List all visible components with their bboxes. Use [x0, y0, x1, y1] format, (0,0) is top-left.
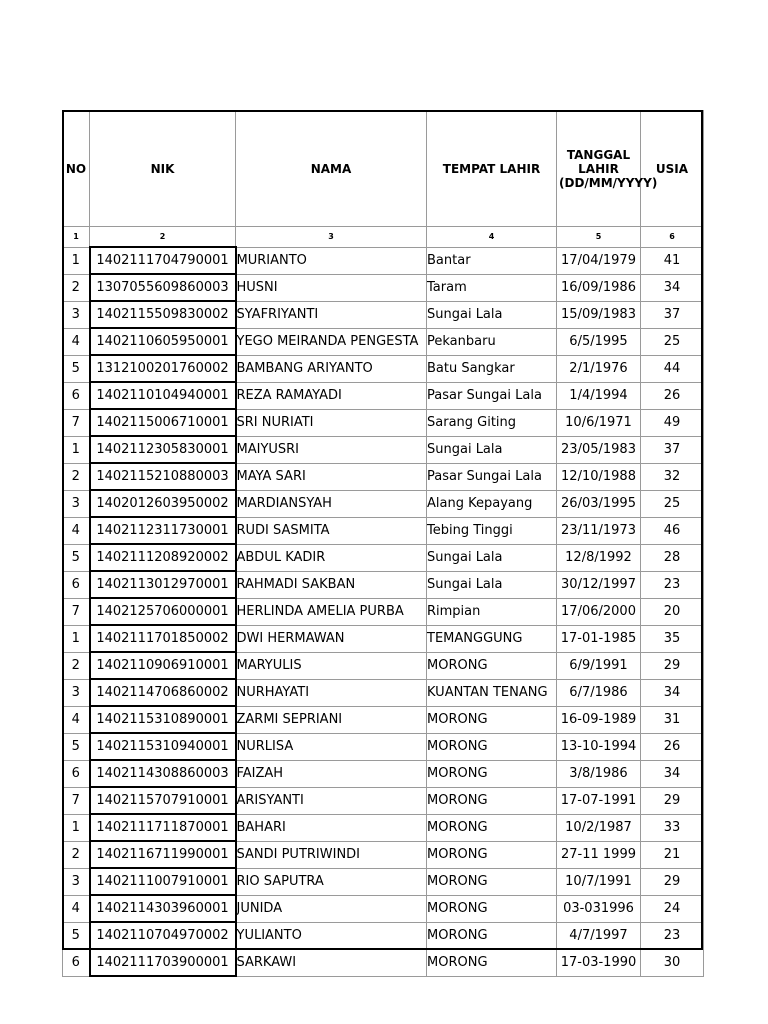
cell-tempat-lahir: Pasar Sungai Lala	[427, 382, 557, 409]
cell-tempat-lahir: Alang Kepayang	[427, 490, 557, 517]
cell-tanggal-lahir: 10/7/1991	[557, 868, 641, 895]
cell-no: 6	[63, 571, 90, 598]
cell-tanggal-lahir: 23/11/1973	[557, 517, 641, 544]
cell-usia: 26	[641, 382, 704, 409]
table-row	[63, 841, 704, 868]
cell-nik: 1402110906910001	[90, 652, 236, 679]
cell-nik: 1402111208920002	[90, 544, 236, 571]
cell-tanggal-lahir: 4/7/1997	[557, 922, 641, 949]
cell-nama: JUNIDA	[236, 895, 427, 922]
column-number: 4	[427, 227, 557, 248]
cell-no: 1	[63, 814, 90, 841]
cell-tanggal-lahir: 23/05/1983	[557, 436, 641, 463]
cell-no: 4	[63, 328, 90, 355]
cell-nik: 1312100201760002	[90, 355, 236, 382]
data-table	[62, 110, 704, 977]
table-row	[63, 949, 704, 976]
cell-tanggal-lahir: 12/10/1988	[557, 463, 641, 490]
cell-usia: 25	[641, 490, 704, 517]
cell-usia: 29	[641, 868, 704, 895]
cell-nik: 1307055609860003	[90, 274, 236, 301]
cell-tanggal-lahir: 17-07-1991	[557, 787, 641, 814]
cell-tanggal-lahir: 6/5/1995	[557, 328, 641, 355]
cell-nama: MARYULIS	[236, 652, 427, 679]
cell-tempat-lahir: KUANTAN TENANG	[427, 679, 557, 706]
cell-nama: MAIYUSRI	[236, 436, 427, 463]
cell-nik: 1402115006710001	[90, 409, 236, 436]
cell-nama: SANDI PUTRIWINDI	[236, 841, 427, 868]
cell-tanggal-lahir: 13-10-1994	[557, 733, 641, 760]
cell-usia: 34	[641, 760, 704, 787]
column-number: 6	[641, 227, 704, 248]
cell-usia: 28	[641, 544, 704, 571]
cell-nik: 1402116711990001	[90, 841, 236, 868]
cell-tempat-lahir: MORONG	[427, 895, 557, 922]
cell-usia: 32	[641, 463, 704, 490]
cell-nama: RAHMADI SAKBAN	[236, 571, 427, 598]
cell-nama: MURIANTO	[236, 247, 427, 274]
cell-nama: ARISYANTI	[236, 787, 427, 814]
table-row	[63, 301, 704, 328]
table-row	[63, 895, 704, 922]
header-tanggal-lahir: TANGGAL LAHIR (DD/MM/YYYY)	[557, 111, 641, 227]
cell-tanggal-lahir: 6/7/1986	[557, 679, 641, 706]
cell-tanggal-lahir: 17/06/2000	[557, 598, 641, 625]
header-tempat-lahir: TEMPAT LAHIR	[427, 111, 557, 227]
cell-tanggal-lahir: 30/12/1997	[557, 571, 641, 598]
cell-tempat-lahir: MORONG	[427, 787, 557, 814]
cell-nik: 1402111007910001	[90, 868, 236, 895]
cell-nama: HERLINDA AMELIA PURBA	[236, 598, 427, 625]
cell-nama: SYAFRIYANTI	[236, 301, 427, 328]
cell-tempat-lahir: Tebing Tinggi	[427, 517, 557, 544]
cell-usia: 26	[641, 733, 704, 760]
cell-tempat-lahir: MORONG	[427, 814, 557, 841]
cell-tanggal-lahir: 03-031996	[557, 895, 641, 922]
table-row	[63, 922, 704, 949]
cell-nik: 1402114303960001	[90, 895, 236, 922]
cell-usia: 30	[641, 949, 704, 976]
cell-nik: 1402115707910001	[90, 787, 236, 814]
cell-nik: 1402111701850002	[90, 625, 236, 652]
cell-nik: 1402115210880003	[90, 463, 236, 490]
cell-usia: 25	[641, 328, 704, 355]
table-row	[63, 706, 704, 733]
cell-tempat-lahir: Sungai Lala	[427, 436, 557, 463]
cell-nama: NURLISA	[236, 733, 427, 760]
cell-no: 2	[63, 274, 90, 301]
cell-usia: 24	[641, 895, 704, 922]
cell-nama: MAYA SARI	[236, 463, 427, 490]
cell-nama: RUDI SASMITA	[236, 517, 427, 544]
cell-tempat-lahir: MORONG	[427, 841, 557, 868]
column-number: 2	[90, 227, 236, 248]
table-row	[63, 274, 704, 301]
cell-usia: 37	[641, 301, 704, 328]
table-row	[63, 463, 704, 490]
cell-tanggal-lahir: 26/03/1995	[557, 490, 641, 517]
cell-nik: 1402112311730001	[90, 517, 236, 544]
cell-nik: 1402110704970002	[90, 922, 236, 949]
table-row	[63, 760, 704, 787]
cell-nama: ABDUL KADIR	[236, 544, 427, 571]
cell-no: 5	[63, 544, 90, 571]
cell-nik: 1402111711870001	[90, 814, 236, 841]
cell-no: 5	[63, 922, 90, 949]
cell-tanggal-lahir: 1/4/1994	[557, 382, 641, 409]
header-nama: NAMA	[236, 111, 427, 227]
cell-tempat-lahir: MORONG	[427, 652, 557, 679]
cell-usia: 41	[641, 247, 704, 274]
header-no: NO	[63, 111, 90, 227]
table-row	[63, 679, 704, 706]
cell-no: 6	[63, 382, 90, 409]
table-row	[63, 436, 704, 463]
cell-nama: RIO SAPUTRA	[236, 868, 427, 895]
cell-no: 7	[63, 598, 90, 625]
cell-tempat-lahir: Sungai Lala	[427, 301, 557, 328]
cell-usia: 33	[641, 814, 704, 841]
cell-nik: 1402012603950002	[90, 490, 236, 517]
cell-tempat-lahir: MORONG	[427, 868, 557, 895]
cell-no: 3	[63, 679, 90, 706]
cell-no: 3	[63, 868, 90, 895]
cell-nik: 1402115509830002	[90, 301, 236, 328]
cell-tanggal-lahir: 17/04/1979	[557, 247, 641, 274]
cell-no: 5	[63, 355, 90, 382]
cell-tempat-lahir: MORONG	[427, 760, 557, 787]
table-row	[63, 814, 704, 841]
table-row	[63, 544, 704, 571]
cell-tanggal-lahir: 2/1/1976	[557, 355, 641, 382]
cell-tempat-lahir: Sarang Giting	[427, 409, 557, 436]
cell-nik: 1402111703900001	[90, 949, 236, 976]
column-number: 3	[236, 227, 427, 248]
table-row	[63, 733, 704, 760]
cell-tempat-lahir: MORONG	[427, 949, 557, 976]
table-row	[63, 517, 704, 544]
cell-tempat-lahir: Pekanbaru	[427, 328, 557, 355]
cell-nama: MARDIANSYAH	[236, 490, 427, 517]
cell-usia: 29	[641, 787, 704, 814]
cell-usia: 46	[641, 517, 704, 544]
cell-tanggal-lahir: 17-03-1990	[557, 949, 641, 976]
cell-usia: 49	[641, 409, 704, 436]
cell-nik: 1402115310890001	[90, 706, 236, 733]
header-nik: NIK	[90, 111, 236, 227]
cell-no: 4	[63, 895, 90, 922]
cell-usia: 20	[641, 598, 704, 625]
cell-tempat-lahir: TEMANGGUNG	[427, 625, 557, 652]
cell-usia: 23	[641, 922, 704, 949]
cell-nik: 1402110605950001	[90, 328, 236, 355]
cell-tempat-lahir: Taram	[427, 274, 557, 301]
cell-tanggal-lahir: 15/09/1983	[557, 301, 641, 328]
cell-nama: YEGO MEIRANDA PENGESTA	[236, 328, 427, 355]
cell-nik: 1402114706860002	[90, 679, 236, 706]
cell-nik: 1402112305830001	[90, 436, 236, 463]
column-number-row	[63, 227, 704, 248]
table-row	[63, 787, 704, 814]
cell-nama: FAIZAH	[236, 760, 427, 787]
cell-usia: 29	[641, 652, 704, 679]
header-row	[63, 111, 704, 227]
cell-no: 4	[63, 706, 90, 733]
cell-tempat-lahir: Bantar	[427, 247, 557, 274]
cell-no: 2	[63, 841, 90, 868]
cell-tanggal-lahir: 6/9/1991	[557, 652, 641, 679]
cell-usia: 34	[641, 679, 704, 706]
cell-tanggal-lahir: 17-01-1985	[557, 625, 641, 652]
table-row	[63, 571, 704, 598]
column-number: 1	[63, 227, 90, 248]
cell-usia: 23	[641, 571, 704, 598]
cell-tanggal-lahir: 12/8/1992	[557, 544, 641, 571]
table-row	[63, 409, 704, 436]
cell-tanggal-lahir: 27-11 1999	[557, 841, 641, 868]
table-row	[63, 355, 704, 382]
cell-usia: 31	[641, 706, 704, 733]
cell-no: 7	[63, 787, 90, 814]
table-row	[63, 598, 704, 625]
cell-tempat-lahir: Rimpian	[427, 598, 557, 625]
table-row	[63, 652, 704, 679]
column-number: 5	[557, 227, 641, 248]
cell-nama: BAMBANG ARIYANTO	[236, 355, 427, 382]
table-row	[63, 328, 704, 355]
cell-no: 2	[63, 652, 90, 679]
cell-usia: 35	[641, 625, 704, 652]
cell-nama: YULIANTO	[236, 922, 427, 949]
cell-nama: SARKAWI	[236, 949, 427, 976]
cell-nama: HUSNI	[236, 274, 427, 301]
cell-tanggal-lahir: 10/6/1971	[557, 409, 641, 436]
cell-nama: ZARMI SEPRIANI	[236, 706, 427, 733]
cell-usia: 21	[641, 841, 704, 868]
cell-tempat-lahir: Batu Sangkar	[427, 355, 557, 382]
cell-tanggal-lahir: 16-09-1989	[557, 706, 641, 733]
cell-no: 5	[63, 733, 90, 760]
cell-nama: DWI HERMAWAN	[236, 625, 427, 652]
cell-no: 6	[63, 949, 90, 976]
cell-no: 1	[63, 247, 90, 274]
table-row	[63, 247, 704, 274]
table-row	[63, 382, 704, 409]
cell-nik: 1402115310940001	[90, 733, 236, 760]
cell-no: 2	[63, 463, 90, 490]
cell-no: 6	[63, 760, 90, 787]
cell-nik: 1402111704790001	[90, 247, 236, 274]
header-usia: USIA	[641, 111, 704, 227]
cell-no: 1	[63, 436, 90, 463]
cell-no: 4	[63, 517, 90, 544]
table-row	[63, 868, 704, 895]
cell-tempat-lahir: MORONG	[427, 733, 557, 760]
cell-tempat-lahir: Sungai Lala	[427, 571, 557, 598]
cell-no: 7	[63, 409, 90, 436]
table-row	[63, 490, 704, 517]
cell-nik: 1402125706000001	[90, 598, 236, 625]
cell-nik: 1402110104940001	[90, 382, 236, 409]
cell-nik: 1402113012970001	[90, 571, 236, 598]
cell-usia: 44	[641, 355, 704, 382]
cell-nama: REZA RAMAYADI	[236, 382, 427, 409]
cell-tanggal-lahir: 3/8/1986	[557, 760, 641, 787]
cell-usia: 34	[641, 274, 704, 301]
cell-tanggal-lahir: 10/2/1987	[557, 814, 641, 841]
cell-nik: 1402114308860003	[90, 760, 236, 787]
cell-no: 3	[63, 301, 90, 328]
cell-tempat-lahir: MORONG	[427, 706, 557, 733]
cell-nama: BAHARI	[236, 814, 427, 841]
cell-usia: 37	[641, 436, 704, 463]
cell-tempat-lahir: Sungai Lala	[427, 544, 557, 571]
cell-no: 1	[63, 625, 90, 652]
cell-tanggal-lahir: 16/09/1986	[557, 274, 641, 301]
cell-nama: NURHAYATI	[236, 679, 427, 706]
cell-tempat-lahir: Pasar Sungai Lala	[427, 463, 557, 490]
cell-tempat-lahir: MORONG	[427, 922, 557, 949]
table-row	[63, 625, 704, 652]
cell-nama: SRI NURIATI	[236, 409, 427, 436]
cell-no: 3	[63, 490, 90, 517]
